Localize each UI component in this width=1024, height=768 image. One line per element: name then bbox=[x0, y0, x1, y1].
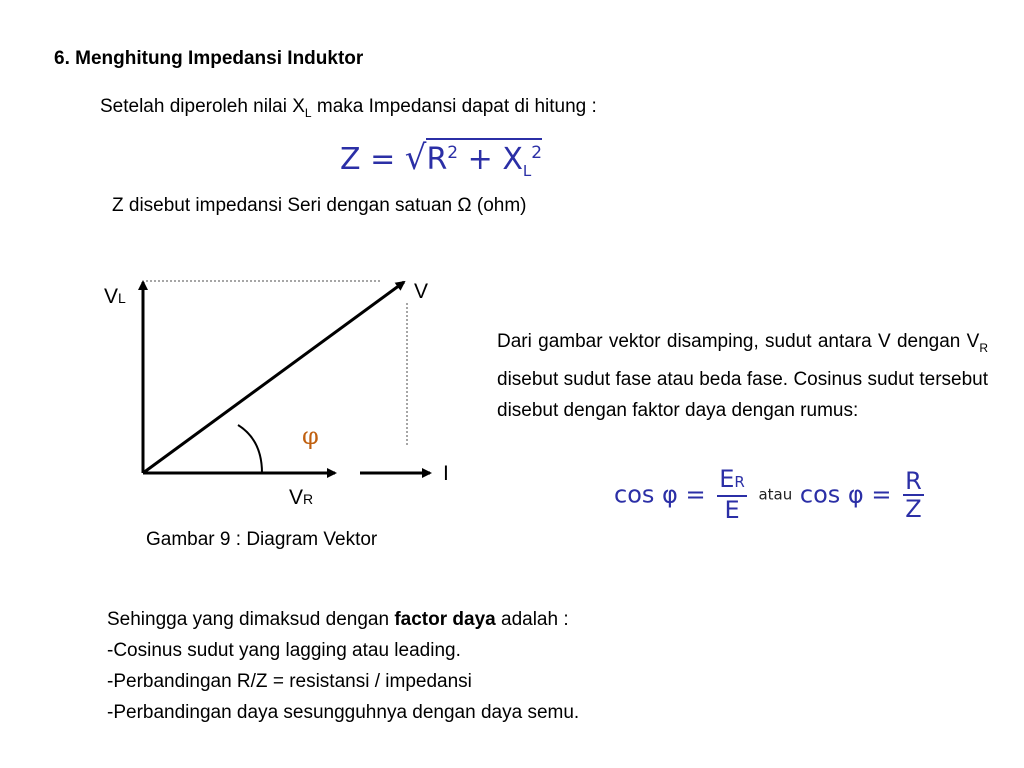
label-vl bbox=[104, 285, 126, 309]
conclusion-lead bbox=[107, 604, 579, 635]
frac1-num bbox=[717, 466, 747, 497]
label-vl-sub: L bbox=[118, 290, 126, 306]
lead-after: adalah : bbox=[495, 609, 569, 630]
para-sub: R bbox=[979, 340, 988, 355]
atau-text: atau bbox=[758, 485, 793, 504]
conclusion bbox=[107, 604, 579, 728]
label-vl-main: V bbox=[104, 285, 119, 308]
explanation-paragraph bbox=[497, 326, 988, 426]
formula-lhs: Z = bbox=[340, 142, 405, 177]
cos-lhs-1: cos φ = bbox=[614, 480, 706, 509]
intro-before: Setelah diperoleh nilai X bbox=[100, 96, 305, 117]
list-item: -Perbandingan daya sesungguhnya dengan daya semu. bbox=[107, 702, 580, 723]
list-item: -Perbandingan R/Z = resistansi / impedansi bbox=[107, 671, 472, 692]
v-vector-arrow bbox=[143, 282, 404, 473]
formula-r: R bbox=[426, 142, 448, 177]
num1-sub: R bbox=[734, 473, 745, 491]
intro-after: maka Impedansi dapat di hitung : bbox=[311, 96, 597, 117]
formula-sub: L bbox=[522, 162, 532, 180]
formula-sup2: 2 bbox=[531, 143, 543, 163]
frac2-num: R bbox=[905, 466, 922, 495]
label-vr bbox=[289, 486, 313, 510]
lead-bold: factor daya bbox=[394, 609, 496, 630]
formula-plus-x: + X bbox=[458, 142, 523, 177]
intro-sub: L bbox=[304, 105, 312, 120]
diagram-caption: Gambar 9 : Diagram Vektor bbox=[146, 529, 378, 550]
cos-lhs-2: cos φ = bbox=[799, 480, 892, 509]
label-vr-main: V bbox=[289, 486, 304, 509]
fraction-er-e bbox=[717, 466, 747, 523]
fraction-r-z bbox=[903, 468, 924, 522]
num1: E bbox=[719, 465, 735, 493]
heading: 6. Menghitung Impedansi Induktor bbox=[54, 48, 364, 69]
z-note: Z disebut impedansi Seri dengan satuan Ω (ohm) bbox=[112, 195, 527, 216]
para-part1: Dari gambar vektor disamping, sudut antara V dengan V bbox=[497, 331, 980, 352]
label-i: I bbox=[443, 462, 449, 485]
cos-formula bbox=[614, 466, 928, 523]
label-vr-sub: R bbox=[303, 491, 314, 507]
list-item: -Cosinus sudut yang lagging atau leading. bbox=[107, 640, 461, 661]
label-v: V bbox=[414, 280, 429, 303]
para-part2: disebut sudut fase atau beda fase. Cosinus sudut tersebut disebut dengan faktor daya dengan rumus: bbox=[497, 368, 988, 421]
formula-sup: 2 bbox=[447, 143, 459, 163]
sqrt-sign: √ bbox=[404, 138, 427, 178]
label-phi: φ bbox=[302, 422, 319, 450]
angle-arc bbox=[238, 425, 262, 473]
lead-before: Sehingga yang dimaksud dengan bbox=[107, 609, 395, 630]
frac2-den: Z bbox=[905, 494, 922, 523]
frac1-den: E bbox=[724, 496, 740, 524]
